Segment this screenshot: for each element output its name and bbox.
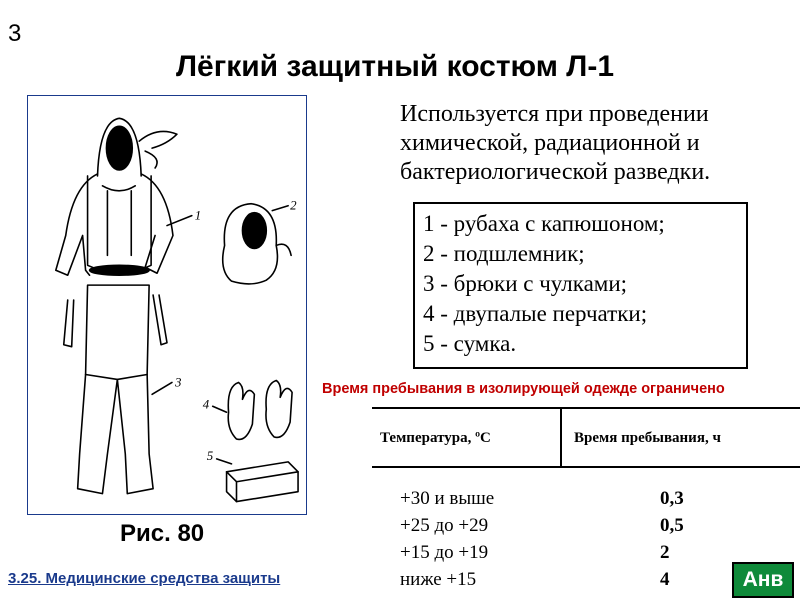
legend-item: 3 - брюки с чулками;	[423, 271, 628, 296]
table-cell-time: 0,5	[660, 515, 684, 536]
hood-strap	[139, 131, 177, 148]
page-title: Лёгкий защитный костюм Л-1	[175, 50, 615, 83]
callout-3: 3	[174, 375, 182, 390]
liner-strap	[276, 244, 291, 255]
table-cell-time: 0,3	[660, 488, 684, 509]
table-header-temperature: Температура, ºС	[380, 430, 491, 446]
table-top-border	[372, 407, 800, 409]
suit-drawing	[28, 96, 306, 514]
callout-line-5	[217, 459, 232, 464]
callout-4: 4	[202, 397, 210, 412]
callout-line-4	[213, 406, 227, 412]
legend-item: 2 - подшлемник;	[423, 241, 585, 266]
legend-item: 4 - двупалые перчатки;	[423, 301, 648, 326]
table-cell-temperature: ниже +15	[400, 569, 477, 590]
right-glove	[266, 380, 292, 437]
warning-text: Время пребывания в изолирующей одежде ограничено	[322, 381, 725, 397]
table-cell-temperature: +15 до +19	[400, 542, 489, 563]
table-cell-time: 2	[660, 542, 670, 563]
figure-caption: Рис. 80	[120, 520, 205, 547]
table-column-divider	[560, 409, 562, 467]
hood-strap-2	[145, 151, 157, 168]
legend-box	[413, 202, 748, 369]
table-cell-temperature: +25 до +29	[400, 515, 489, 536]
liner-opening	[242, 213, 266, 249]
suit-illustration	[27, 95, 307, 515]
anv-button[interactable]: Анв	[732, 562, 794, 598]
waist-band	[90, 265, 150, 275]
left-glove	[228, 382, 254, 439]
left-sleeve	[56, 174, 98, 275]
table-header-border	[372, 466, 800, 468]
callout-5: 5	[206, 448, 214, 463]
legend-item: 1 - рубаха с капюшоном;	[423, 211, 665, 236]
face-opening	[106, 126, 132, 170]
callout-line-2	[272, 206, 288, 211]
knee-line	[86, 375, 148, 380]
description-text: Используется при проведении химической, радиационной и бактериологической разведки.	[400, 101, 711, 185]
legend-item: 5 - сумка.	[423, 331, 517, 356]
callout-1: 1	[194, 208, 202, 223]
left-strap	[64, 300, 74, 347]
right-sleeve	[141, 174, 173, 273]
table-cell-temperature: +30 и выше	[400, 488, 495, 509]
table-header-time: Время пребывания, ч	[574, 430, 721, 446]
section-link[interactable]: 3.25. Медицинские средства защиты	[8, 570, 281, 587]
trousers	[78, 285, 153, 494]
callout-line-3	[152, 382, 172, 394]
right-strap	[153, 295, 167, 345]
callout-2: 2	[290, 198, 297, 213]
slide-number: 3	[8, 20, 22, 47]
shirt-lines	[107, 191, 131, 256]
table-cell-time: 4	[660, 569, 670, 590]
